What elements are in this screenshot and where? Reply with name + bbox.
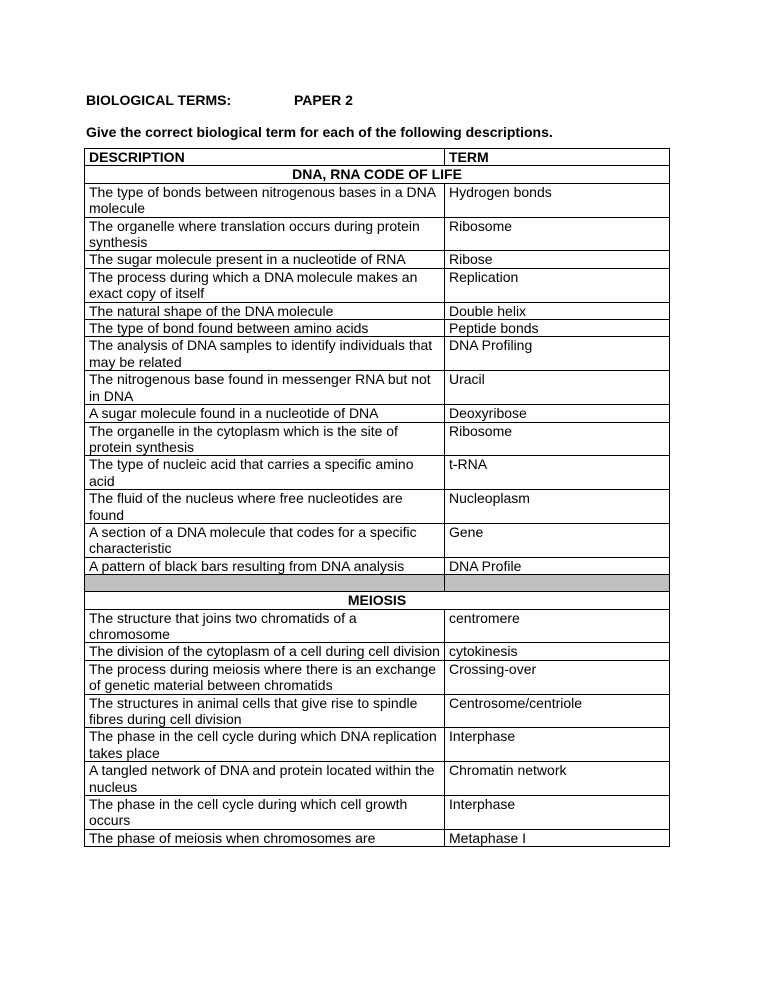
term-cell: Peptide bonds (445, 320, 670, 337)
table-row (85, 694, 670, 728)
table-row (85, 609, 670, 643)
table-row (85, 302, 670, 319)
description-cell: The division of the cytoplasm of a cell during cell division (85, 643, 445, 660)
description-cell: The organelle in the cytoplasm which is the site of protein synthesis (85, 422, 445, 456)
description-cell: A sugar molecule found in a nucleotide of DNA (85, 405, 445, 422)
description-cell: The type of bond found between amino acids (85, 320, 445, 337)
table-row (85, 660, 670, 694)
table-row (85, 643, 670, 660)
table-row (85, 371, 670, 405)
description-cell: The fluid of the nucleus where free nucleotides are found (85, 490, 445, 524)
table-row (85, 337, 670, 371)
description-cell: The structures in animal cells that give rise to spindle fibres during cell division (85, 694, 445, 728)
term-cell: Nucleoplasm (445, 490, 670, 524)
table-row (85, 456, 670, 490)
description-cell: The phase in the cell cycle during which cell growth occurs (85, 796, 445, 830)
description-cell: The type of bonds between nitrogenous bases in a DNA molecule (85, 183, 445, 217)
description-cell: The process during which a DNA molecule makes an exact copy of itself (85, 268, 445, 302)
table-row (85, 251, 670, 268)
document-title: BIOLOGICAL TERMS: (86, 92, 232, 108)
separator-row (85, 575, 670, 592)
term-cell: Replication (445, 268, 670, 302)
term-cell: cytokinesis (445, 643, 670, 660)
description-cell: The analysis of DNA samples to identify individuals that may be related (85, 337, 445, 371)
paper-label: PAPER 2 (294, 92, 353, 108)
term-cell: Deoxyribose (445, 405, 670, 422)
header-description: DESCRIPTION (85, 149, 445, 166)
term-cell: centromere (445, 609, 670, 643)
header-term: TERM (445, 149, 670, 166)
term-cell: t-RNA (445, 456, 670, 490)
table-row (85, 217, 670, 251)
description-cell: The phase in the cell cycle during which DNA replication takes place (85, 728, 445, 762)
description-cell: The sugar molecule present in a nucleotide of RNA (85, 251, 445, 268)
term-cell: DNA Profile (445, 557, 670, 574)
term-cell: Interphase (445, 796, 670, 830)
term-cell: Hydrogen bonds (445, 183, 670, 217)
section-header-row (85, 592, 670, 609)
description-cell: A section of a DNA molecule that codes for a specific characteristic (85, 523, 445, 557)
term-cell: Ribose (445, 251, 670, 268)
term-cell: Uracil (445, 371, 670, 405)
table-row (85, 796, 670, 830)
description-cell: The nitrogenous base found in messenger RNA but not in DNA (85, 371, 445, 405)
table-row (85, 268, 670, 302)
section-header-row (85, 166, 670, 183)
section-title: DNA, RNA CODE OF LIFE (85, 166, 670, 183)
term-cell: Metaphase I (445, 829, 670, 846)
description-cell: The phase of meiosis when chromosomes are (85, 829, 445, 846)
table-row (85, 422, 670, 456)
term-cell: Centrosome/centriole (445, 694, 670, 728)
term-cell: Gene (445, 523, 670, 557)
table-row (85, 728, 670, 762)
term-cell: Crossing-over (445, 660, 670, 694)
description-cell: The process during meiosis where there is an exchange of genetic material between chromatids (85, 660, 445, 694)
table-row (85, 829, 670, 846)
table-row (85, 183, 670, 217)
term-cell: Ribosome (445, 422, 670, 456)
description-cell: A tangled network of DNA and protein located within the nucleus (85, 762, 445, 796)
separator-cell (445, 575, 670, 592)
instructions: Give the correct biological term for each of the following descriptions. (86, 124, 553, 140)
section-title: MEIOSIS (85, 592, 670, 609)
header-row (85, 149, 670, 166)
term-cell: Double helix (445, 302, 670, 319)
separator-cell (85, 575, 445, 592)
table-row (85, 490, 670, 524)
terms-table (84, 148, 670, 847)
term-cell: Chromatin network (445, 762, 670, 796)
table-row (85, 320, 670, 337)
term-cell: Ribosome (445, 217, 670, 251)
description-cell: The type of nucleic acid that carries a specific amino acid (85, 456, 445, 490)
table-row (85, 405, 670, 422)
description-cell: The organelle where translation occurs during protein synthesis (85, 217, 445, 251)
term-cell: DNA Profiling (445, 337, 670, 371)
table-row (85, 557, 670, 574)
table-row (85, 523, 670, 557)
description-cell: A pattern of black bars resulting from DNA analysis (85, 557, 445, 574)
term-cell: Interphase (445, 728, 670, 762)
description-cell: The natural shape of the DNA molecule (85, 302, 445, 319)
table-row (85, 762, 670, 796)
description-cell: The structure that joins two chromatids of a chromosome (85, 609, 445, 643)
